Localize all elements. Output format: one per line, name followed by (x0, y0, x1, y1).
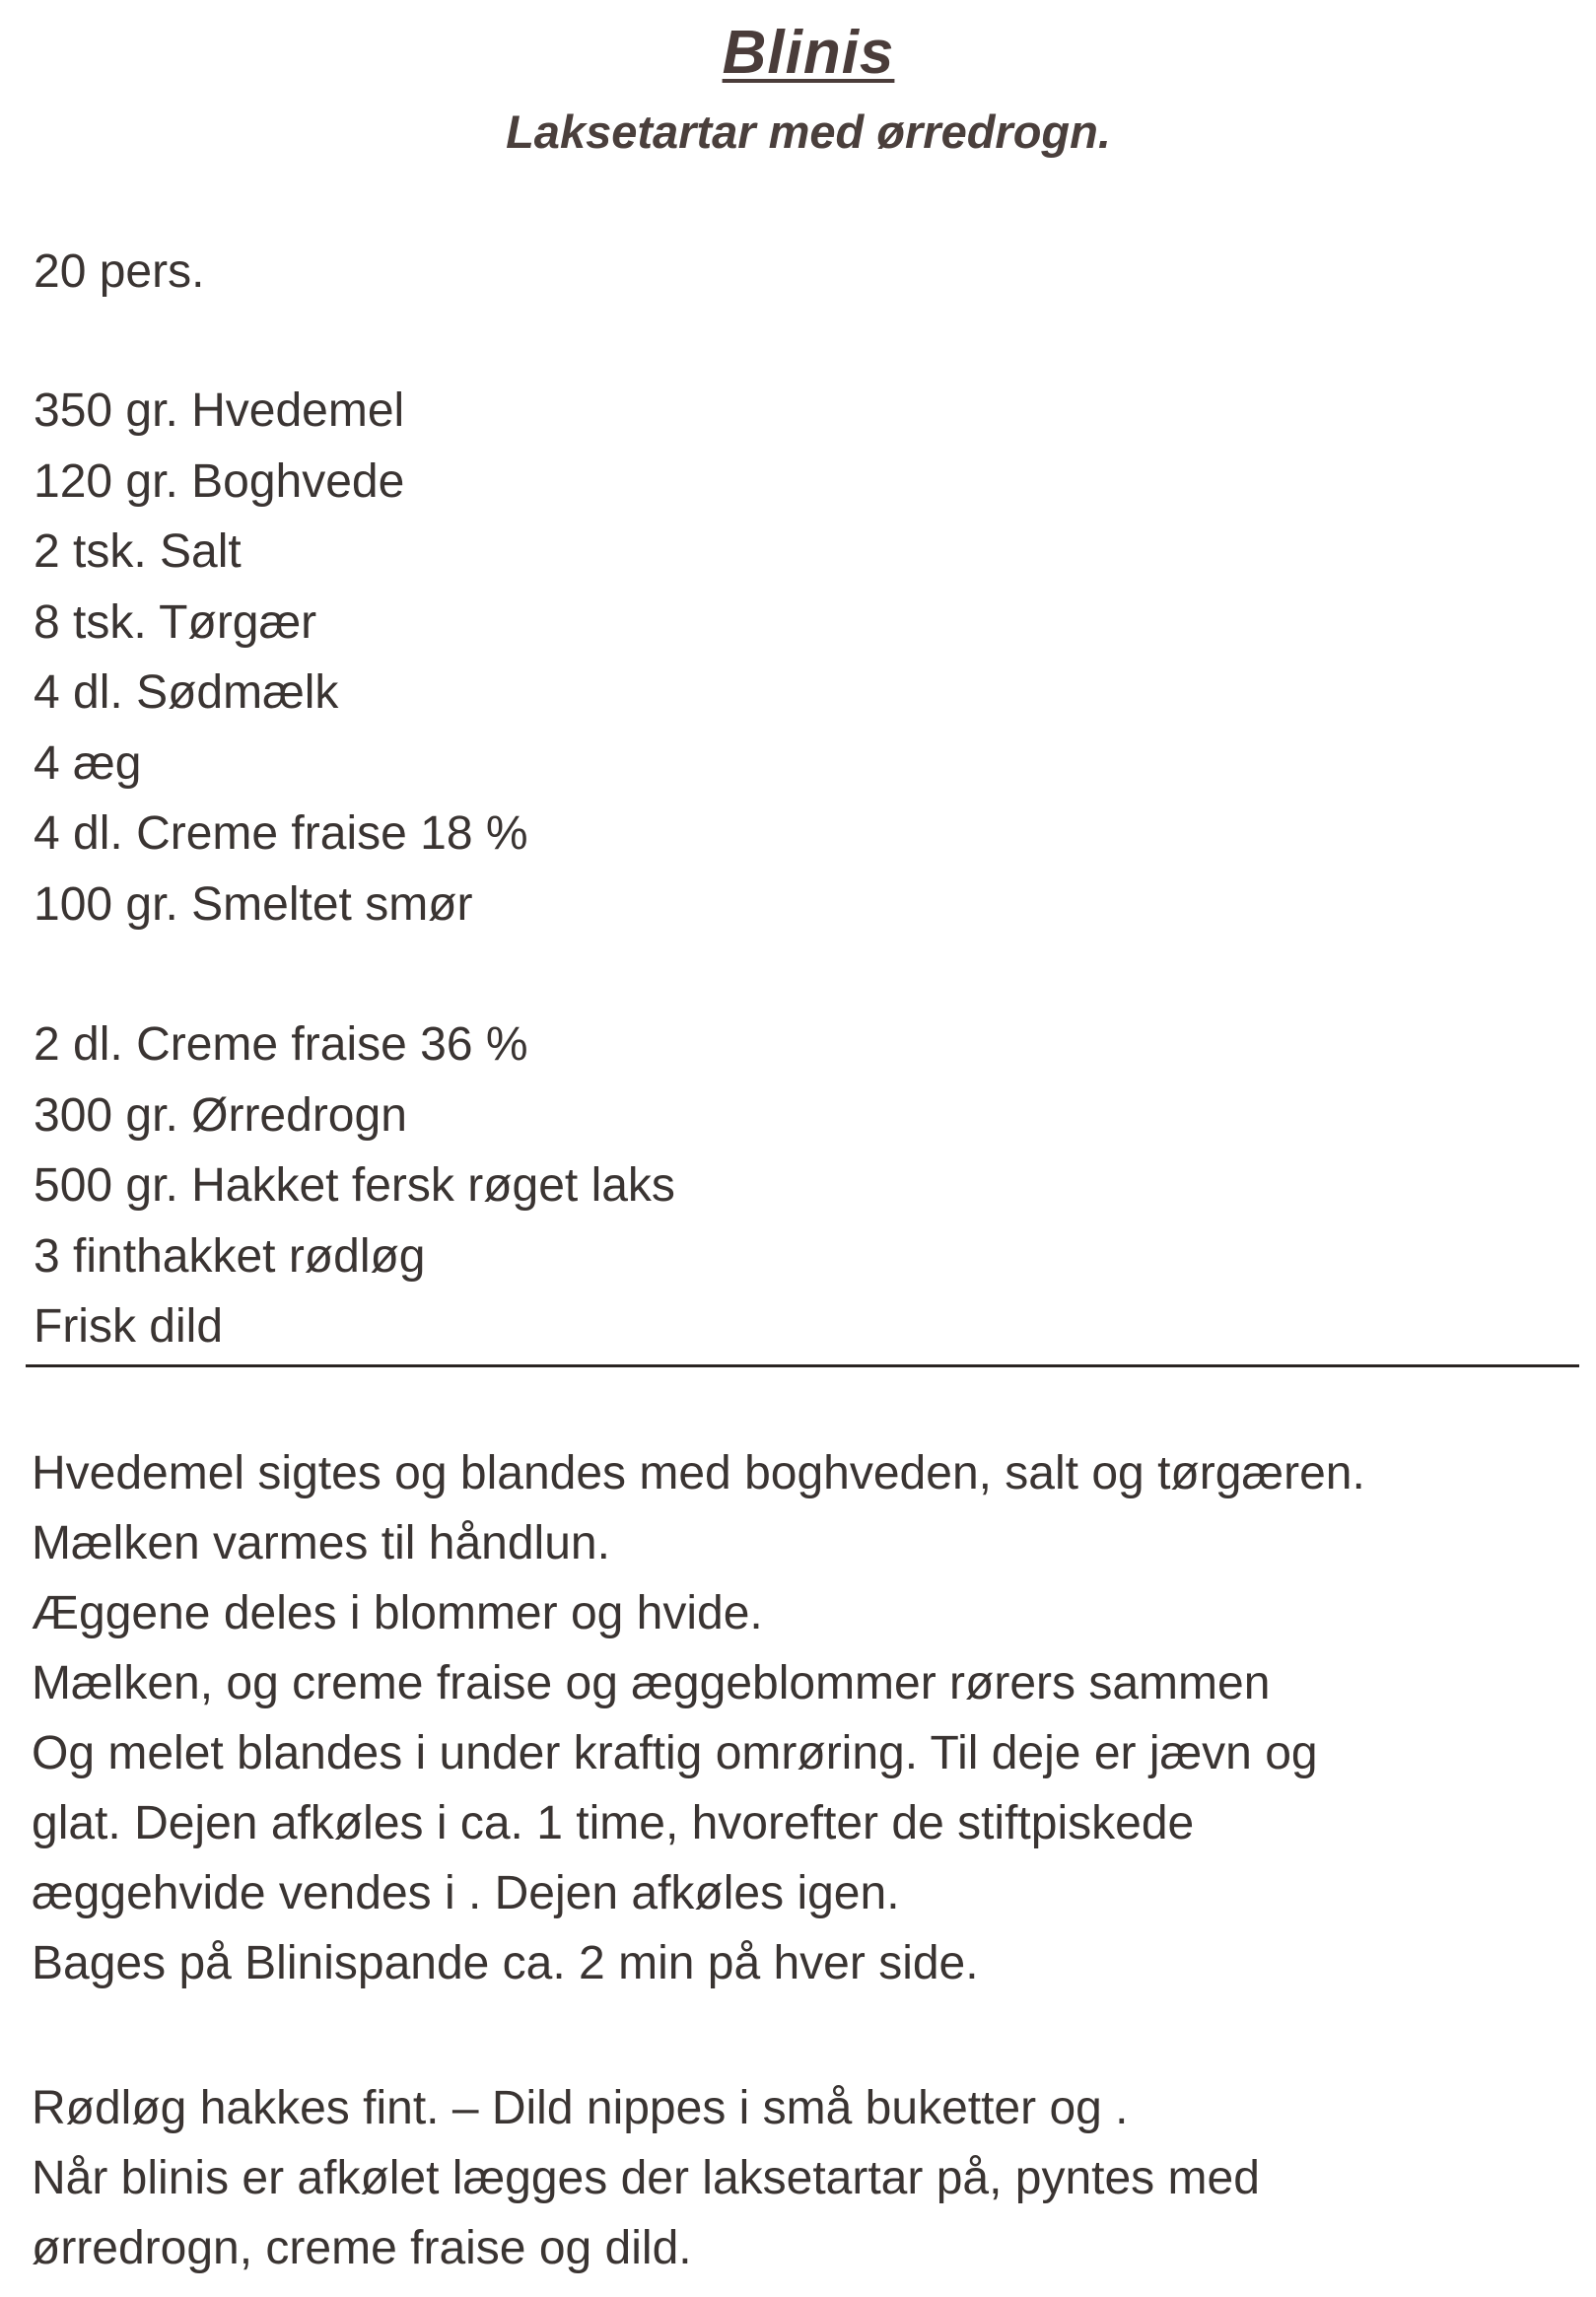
method-blinis (32, 1438, 1365, 1998)
method-line: Og melet blandes i under kraftig omrøring. Til deje er jævn og (32, 1727, 1318, 1779)
ingredients-blinis (34, 376, 528, 940)
ingredient-item: 120 gr. Boghvede (34, 454, 405, 508)
ingredient-item: 500 gr. Hakket fersk røget laks (34, 1159, 675, 1212)
ingredient-item: 4 dl. Creme fraise 18 % (34, 807, 528, 860)
servings: 20 pers. (34, 245, 205, 298)
ingredient-item: Frisk dild (34, 1300, 224, 1353)
method-line: Mælken, og creme fraise og æggeblommer rørers sammen (32, 1657, 1271, 1709)
method-line: glat. Dejen afkøles i ca. 1 time, hvorefter de stiftpiskede (32, 1797, 1195, 1849)
ingredient-item: 2 dl. Creme fraise 36 % (34, 1018, 528, 1071)
method-line: Hvedemel sigtes og blandes med boghveden, salt og tørgæren. (32, 1447, 1365, 1499)
ingredient-item: 2 tsk. Salt (34, 525, 242, 578)
ingredient-item: 100 gr. Smeltet smør (34, 877, 473, 931)
section-divider (26, 1364, 1579, 1367)
ingredient-item: 8 tsk. Tørgær (34, 595, 317, 649)
method-line: Rødløg hakkes fint. – Dild nippes i små buketter og . (32, 2082, 1129, 2134)
ingredient-item: 350 gr. Hvedemel (34, 384, 405, 437)
method-line: ørredrogn, creme fraise og dild. (32, 2222, 692, 2274)
ingredient-item: 4 dl. Sødmælk (34, 666, 339, 719)
method-line: Mælken varmes til håndlun. (32, 1517, 610, 1569)
method-line: Æggene deles i blommer og hvide. (32, 1587, 763, 1639)
ingredient-item: 3 finthakket rødløg (34, 1229, 426, 1283)
ingredient-item: 4 æg (34, 736, 142, 790)
ingredients-topping (34, 1009, 675, 1362)
method-line: æggehvide vendes i . Dejen afkøles igen. (32, 1867, 900, 1919)
recipe-title: Blinis (722, 19, 895, 87)
method-line: Bages på Blinispande ca. 2 min på hver side. (32, 1937, 979, 1989)
method-line: Når blinis er afkølet lægges der laksetartar på, pyntes med (32, 2152, 1260, 2204)
ingredient-item: 300 gr. Ørredrogn (34, 1088, 407, 1142)
method-serving (32, 2073, 1260, 2283)
recipe-subtitle: Laksetartar med ørredrogn. (506, 105, 1111, 158)
